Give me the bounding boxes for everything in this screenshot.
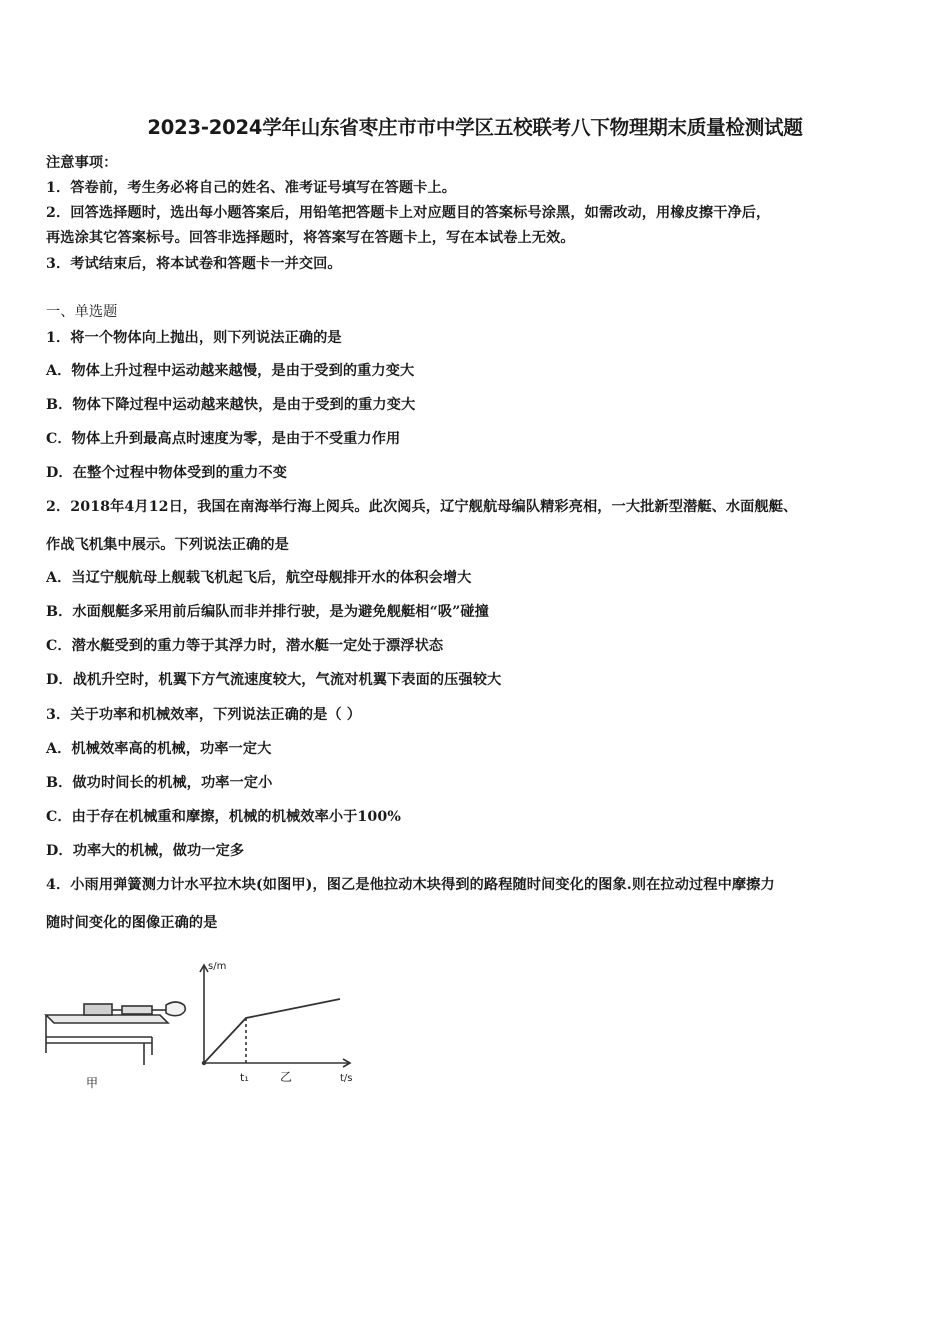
question-2-stem-line-2: 作战飞机集中展示。下列说法正确的是 [46, 537, 289, 553]
page-title: 2023-2024学年山东省枣庄市市中学区五校联考八下物理期末质量检测试题 [147, 116, 803, 139]
notice-item-2-line-1: 2．回答选择题时，选出每小题答案后，用铅笔把答题卡上对应题目的答案标号涂黑，如需改动，用橡皮擦干净后， [46, 205, 771, 221]
question-1-option-c: C．物体上升到最高点时速度为零，是由于不受重力作用 [46, 431, 401, 447]
question-4-figure [40, 955, 370, 1095]
x-axis-label: t/s [340, 1073, 353, 1084]
t1-label: t₁ [240, 1071, 249, 1084]
figure-label-yi: 乙 [280, 1070, 293, 1084]
question-2-option-c: C．潜水艇受到的重力等于其浮力时，潜水艇一定处于漂浮状态 [46, 638, 444, 654]
question-1-option-b: B．物体下降过程中运动越来越快，是由于受到的重力变大 [46, 397, 416, 413]
question-3-option-b: B．做功时间长的机械，功率一定小 [46, 775, 273, 791]
question-4-stem-line-1: 4．小雨用弹簧测力计水平拉木块(如图甲)，图乙是他拉动木块得到的路程随时间变化的图象.则在拉动过程中摩擦力 [46, 877, 775, 893]
question-2-option-d: D．战机升空时，机翼下方气流速度较大，气流对机翼下表面的压强较大 [46, 672, 502, 688]
y-axis-label: s/m [208, 961, 227, 972]
question-2-option-b: B．水面舰艇多采用前后编队而非并排行驶，是为避免舰艇相“吸”碰撞 [46, 604, 489, 620]
question-1-option-d: D．在整个过程中物体受到的重力不变 [46, 465, 288, 481]
question-3-option-c: C．由于存在机械重和摩擦，机械的机械效率小于100% [46, 809, 401, 825]
question-2-option-a: A．当辽宁舰航母上舰载飞机起飞后，航空母舰排开水的体积会增大 [46, 570, 472, 586]
table-and-block-illustration [46, 1002, 185, 1065]
s-t-graph [200, 965, 350, 1067]
notice-item-1: 1．答卷前，考生务必将自己的姓名、准考证号填写在答题卡上。 [46, 180, 457, 196]
graph-origin [202, 1061, 206, 1065]
question-1-option-a: A．物体上升过程中运动越来越慢，是由于受到的重力变大 [46, 363, 415, 379]
notice-item-2-line-2: 再选涂其它答案标号。回答非选择题时，将答案写在答题卡上，写在本试卷上无效。 [46, 230, 575, 246]
question-3-option-d: D．功率大的机械，做功一定多 [46, 843, 245, 859]
notice-item-3: 3．考试结束后，将本试卷和答题卡一并交回。 [46, 256, 342, 272]
question-1-stem: 1．将一个物体向上抛出，则下列说法正确的是 [46, 330, 342, 346]
question-2-stem-line-1: 2．2018年4月12日，我国在南海举行海上阅兵。此次阅兵，辽宁舰航母编队精彩亮相，一大批新型潜艇、水面舰艇、 [46, 499, 798, 515]
question-4-stem-line-2: 随时间变化的图像正确的是 [46, 915, 218, 931]
figure-label-jia: 甲 [86, 1076, 99, 1090]
question-3-option-a: A．机械效率高的机械，功率一定大 [46, 741, 272, 757]
section-title: 一、单选题 [46, 304, 118, 320]
notice-heading: 注意事项： [46, 155, 118, 171]
question-3-stem: 3．关于功率和机械效率，下列说法正确的是（ ） [46, 707, 362, 723]
